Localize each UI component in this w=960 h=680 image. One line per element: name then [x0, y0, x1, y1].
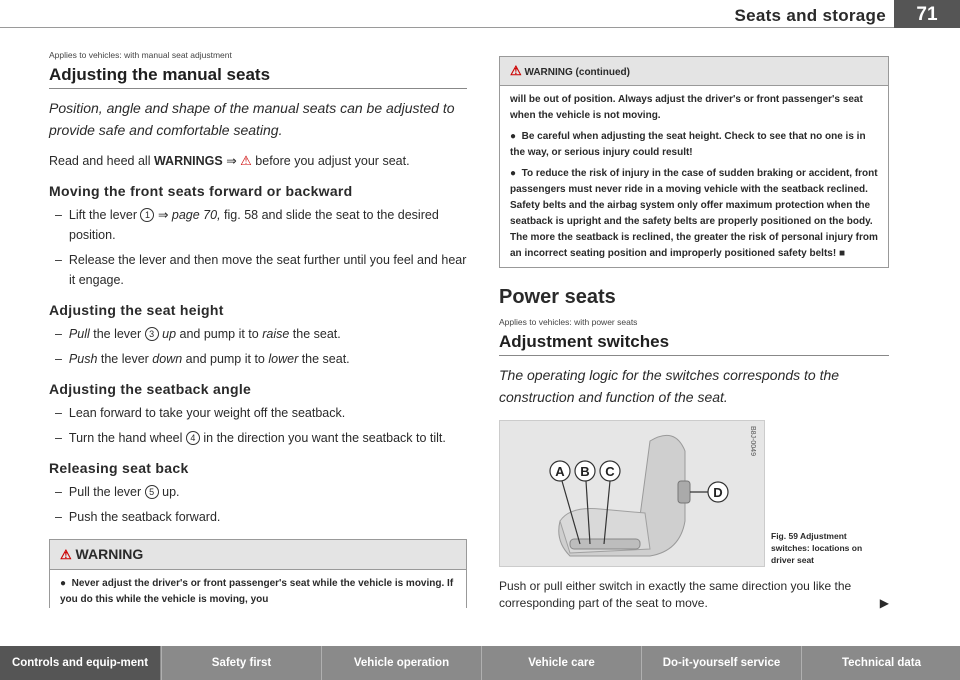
- callout-number: 5: [145, 485, 159, 499]
- list-item: – Release the lever and then move the seat further until you feel and hear it engage.: [55, 253, 467, 287]
- callout-number: 3: [145, 327, 159, 341]
- list-item: – Lean forward to take your weight off the seatback.: [55, 406, 346, 420]
- page-number: 71: [894, 0, 960, 28]
- footer-tab-diy[interactable]: Do-it-yourself service: [641, 646, 801, 680]
- footer-tab-technical[interactable]: Technical data: [801, 646, 960, 680]
- intro-paragraph: Read and heed all WARNINGS ⇒ ⚠ before you adjust your seat.: [49, 153, 410, 168]
- list-item: – Pull the lever 5 up.: [55, 485, 180, 499]
- list-item: – Turn the hand wheel 4 in the direction you want the seatback to tilt.: [55, 431, 446, 445]
- page-reference-link[interactable]: page 70,: [171, 208, 221, 222]
- warning-header: ⚠ WARNING (continued): [500, 57, 888, 86]
- figure-caption: Fig. 59 Adjustment switches: locations on driver seat: [771, 531, 863, 565]
- header-rule: [0, 27, 960, 28]
- subheading: Moving the front seats forward or backward: [49, 183, 353, 199]
- figure-code: B8J-0049: [749, 426, 756, 456]
- figure-label-c: C: [605, 464, 615, 479]
- callout-number: 1: [140, 208, 154, 222]
- warning-icon: ⚠: [240, 153, 252, 168]
- figure-label-a: A: [555, 464, 565, 479]
- warning-bullet: ● Be careful when adjusting the seat height. Check to see that no one is in the way, or serious injury could result!: [510, 131, 866, 158]
- subheading: Adjusting the seatback angle: [49, 381, 252, 397]
- right-column: [499, 56, 889, 620]
- warning-body: ● Never adjust the driver's or front passenger's seat while the vehicle is moving. If you do this while the vehicle is moving, you: [60, 578, 454, 605]
- figure-label-d: D: [713, 485, 723, 500]
- left-column: [49, 50, 467, 613]
- warning-header: ⚠ WARNING: [50, 540, 466, 570]
- list-item: – Lift the lever 1 ⇒ page 70, fig. 58 and slide the seat to the desired position.: [55, 208, 439, 242]
- lead-text: The operating logic for the switches corresponds to the construction and function of the seat.: [499, 367, 840, 405]
- callout-number: 4: [186, 431, 200, 445]
- applies-note: Applies to vehicles: with manual seat adjustment: [49, 50, 232, 60]
- section-title: Power seats: [499, 286, 616, 308]
- applies-note: Applies to vehicles: with power seats: [499, 317, 638, 327]
- footer-tab-safety[interactable]: Safety first: [161, 646, 321, 680]
- seat-drawing: [500, 421, 764, 566]
- warning-box: [49, 539, 467, 608]
- footer-tab-controls[interactable]: Controls and equip-ment: [0, 646, 160, 680]
- subheading: Adjusting the seat height: [49, 302, 224, 318]
- figure-label-b: B: [580, 464, 590, 479]
- footer-tab-care[interactable]: Vehicle care: [481, 646, 641, 680]
- section-heading: Adjusting the manual seats: [49, 65, 467, 89]
- footer-tab-operation[interactable]: Vehicle operation: [321, 646, 481, 680]
- lead-text: Position, angle and shape of the manual seats can be adjusted to provide safe and comfortable seating.: [49, 100, 455, 138]
- list-item: – Pull the lever 3 up and pump it to raise the seat.: [55, 327, 341, 341]
- list-item: – Push the lever down and pump it to lower the seat.: [55, 352, 350, 366]
- section-heading: Adjustment switches: [499, 332, 889, 356]
- body-paragraph: Push or pull either switch in exactly the same direction you like the corresponding part of the seat to move. ▶: [499, 579, 889, 610]
- continue-arrow-icon: ▶: [879, 596, 889, 610]
- subheading: Releasing seat back: [49, 460, 189, 476]
- warning-icon: ⚠: [510, 63, 522, 78]
- warning-box-continued: [499, 56, 889, 268]
- figure: [499, 420, 889, 568]
- seat-illustration: [499, 420, 765, 567]
- running-header: Seats and storage: [734, 6, 886, 25]
- warning-icon: ⚠: [60, 547, 72, 562]
- warning-bullet: ● To reduce the risk of injury in the case of sudden braking or accident, front passengers must never ride in a moving vehicle with the seatback reclined. Safety belts and the airbag system only offer maximum protection when the seatback is upright and the safety belts are properly positioned on the body. The more the seatback is reclined, the greater the risk of personal injury from an incorrect seating position and improperly positioned safety belts! ■: [510, 168, 878, 259]
- warning-body: will be out of position. Always adjust the driver's or front passenger's seat when the vehicle is not moving. ● Be careful when adjusting the seat height. Check to see that no one is in the way, or serious injury could result! ● To reduce the risk of injury in the case of sudden braking or accident, front passengers must never ride in a moving vehicle with the seatback reclined. Safety belts and the airbag system only offer maximum protection when the seatback is upright and the safety belts are properly positioned on the body. The more the seatback is reclined, the greater the risk of personal injury from an incorrect seating position and improperly positioned safety belts! ■: [500, 86, 888, 262]
- list-item: – Push the seatback forward.: [55, 510, 221, 524]
